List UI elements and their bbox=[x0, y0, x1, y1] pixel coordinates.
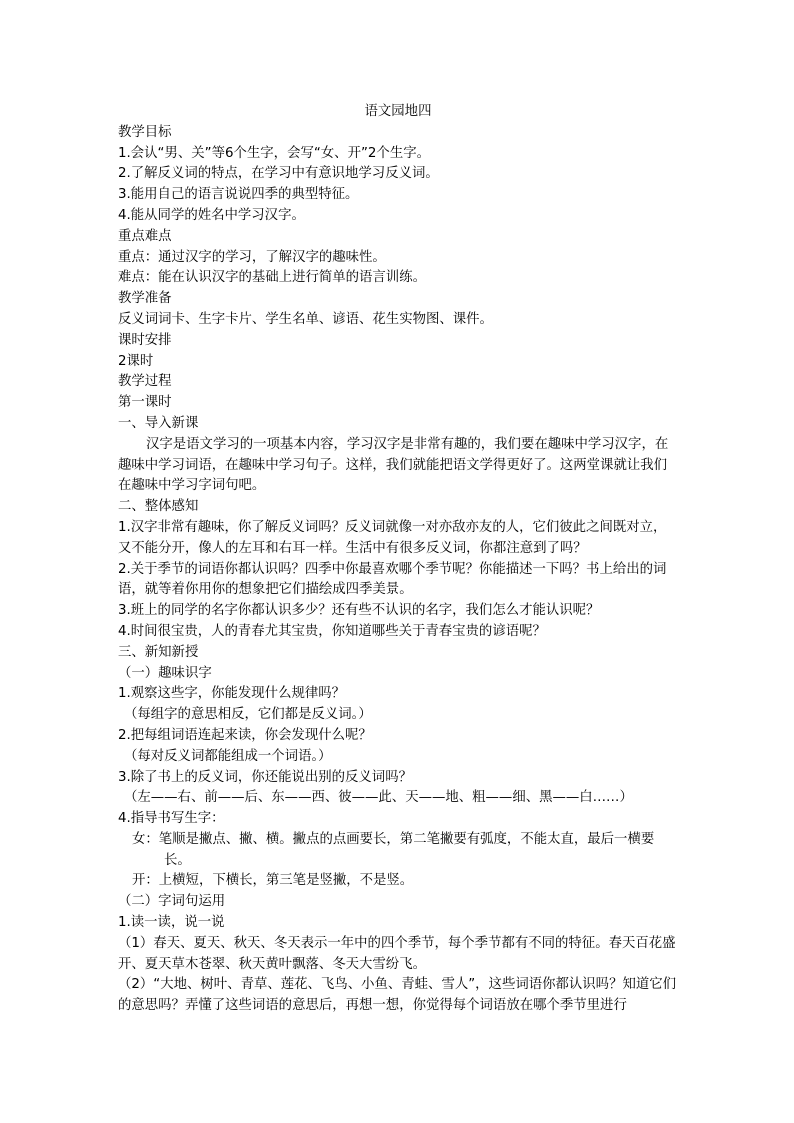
sub1-answer: （每组字的意思相反，它们都是反义词。） bbox=[124, 707, 372, 723]
sub2-line: 1.读一读，说一说 bbox=[118, 915, 225, 931]
preparation-text: 反义词词卡、生字卡片、学生名单、谚语、花生实物图、课件。 bbox=[118, 311, 493, 327]
heading-section-3: 三、新知新授 bbox=[118, 644, 199, 660]
difficult-point: 难点：能在认识汉字的基础上进行简单的语言训练。 bbox=[118, 270, 426, 286]
goal-item: 2.了解反义词的特点，在学习中有意识地学习反义词。 bbox=[118, 166, 439, 182]
schedule-text: 2课时 bbox=[118, 353, 154, 369]
sub1-answer: （左——右、前——后、东——西、彼——此、天——地、粗——细、黑——白……） bbox=[124, 790, 633, 806]
heading-process: 教学过程 bbox=[118, 374, 172, 390]
key-point: 重点：通过汉字的学习，了解汉字的趣味性。 bbox=[118, 249, 386, 265]
sub1-question: 1.观察这些字，你能发现什么规律吗？ bbox=[118, 686, 346, 702]
writing-guide-kai: 开：上横短，下横长，第三笔是竖撇，不是竖。 bbox=[132, 873, 414, 889]
intro-paragraph: 汉字是语文学习的一项基本内容，学习汉字是非常有趣的，我们要在趣味中学习汉字，在趣味中学习词语，在趣味中学习句子。这样，我们就能把语文学得更好了。这两堂课就让我们在趣味中学习字词句吧。 bbox=[118, 436, 669, 494]
document-page bbox=[118, 102, 678, 1017]
heading-section-1: 一、导入新课 bbox=[118, 415, 199, 431]
section2-item: 1.汉字非常有趣味，你了解反义词吗？反义词就像一对亦敌亦友的人，它们彼此之间既对立，又不能分开，像人的左耳和右耳一样。生活中有很多反义词，你都注意到了吗？ bbox=[118, 519, 667, 556]
sub1-question: 4.指导书写生字： bbox=[118, 811, 225, 827]
heading-first-lesson: 第一课时 bbox=[118, 395, 172, 411]
goal-item: 1.会认“男、关”等6个生字，会写“女、开”2个生字。 bbox=[118, 145, 430, 161]
heading-section-2: 二、整体感知 bbox=[118, 499, 199, 515]
sub1-question: 2.把每组词语连起来读，你会发现什么呢？ bbox=[118, 727, 372, 743]
sub1-question: 3.除了书上的反义词，你还能说出别的反义词吗？ bbox=[118, 769, 412, 785]
goal-item: 4.能从同学的姓名中学习汉字。 bbox=[118, 207, 305, 223]
section2-item: 4.时间很宝贵，人的青春尤其宝贵，你知道哪些关于青春宝贵的谚语呢？ bbox=[118, 623, 546, 639]
writing-guide-nv: 女：笔顺是撇点、撇、横。撇点的点画要长，第二笔撇要有弧度，不能太直，最后一横要长。 bbox=[132, 831, 655, 868]
goal-item: 3.能用自己的语言说说四季的典型特征。 bbox=[118, 187, 359, 203]
sub1-answer: （每对反义词都能组成一个词语。） bbox=[124, 748, 332, 764]
heading-preparation: 教学准备 bbox=[118, 291, 172, 307]
section2-item: 2.关于季节的词语你都认识吗？四季中你最喜欢哪个季节呢？你能描述一下吗？书上给出的词语，就等着你用你的想象把它们描绘成四季美景。 bbox=[118, 561, 667, 598]
heading-teaching-goals: 教学目标 bbox=[118, 124, 172, 140]
heading-sub-1: （一）趣味识字 bbox=[118, 665, 212, 681]
sub2-line: （2）“大地、树叶、青草、莲花、飞鸟、小鱼、青蛙、雪人”，这些词语你都认识吗？知道它们的意思吗？弄懂了这些词语的意思后，再想一想，你觉得每个词语放在哪个季节里进行 bbox=[118, 977, 677, 1014]
heading-sub-2: （二）字词句运用 bbox=[118, 894, 226, 910]
section2-item: 3.班上的同学的名字你都认识多少？还有些不认识的名字，我们怎么才能认识呢？ bbox=[118, 603, 600, 619]
document-title: 语文园地四 bbox=[364, 104, 432, 119]
heading-key-points: 重点难点 bbox=[118, 228, 172, 244]
sub2-line: （1）春天、夏天、秋天、冬天表示一年中的四个季节，每个季节都有不同的特征。春天百花盛开、夏天草木苍翠、秋天黄叶飘落、冬天大雪纷飞。 bbox=[118, 935, 676, 972]
heading-schedule: 课时安排 bbox=[118, 332, 172, 348]
